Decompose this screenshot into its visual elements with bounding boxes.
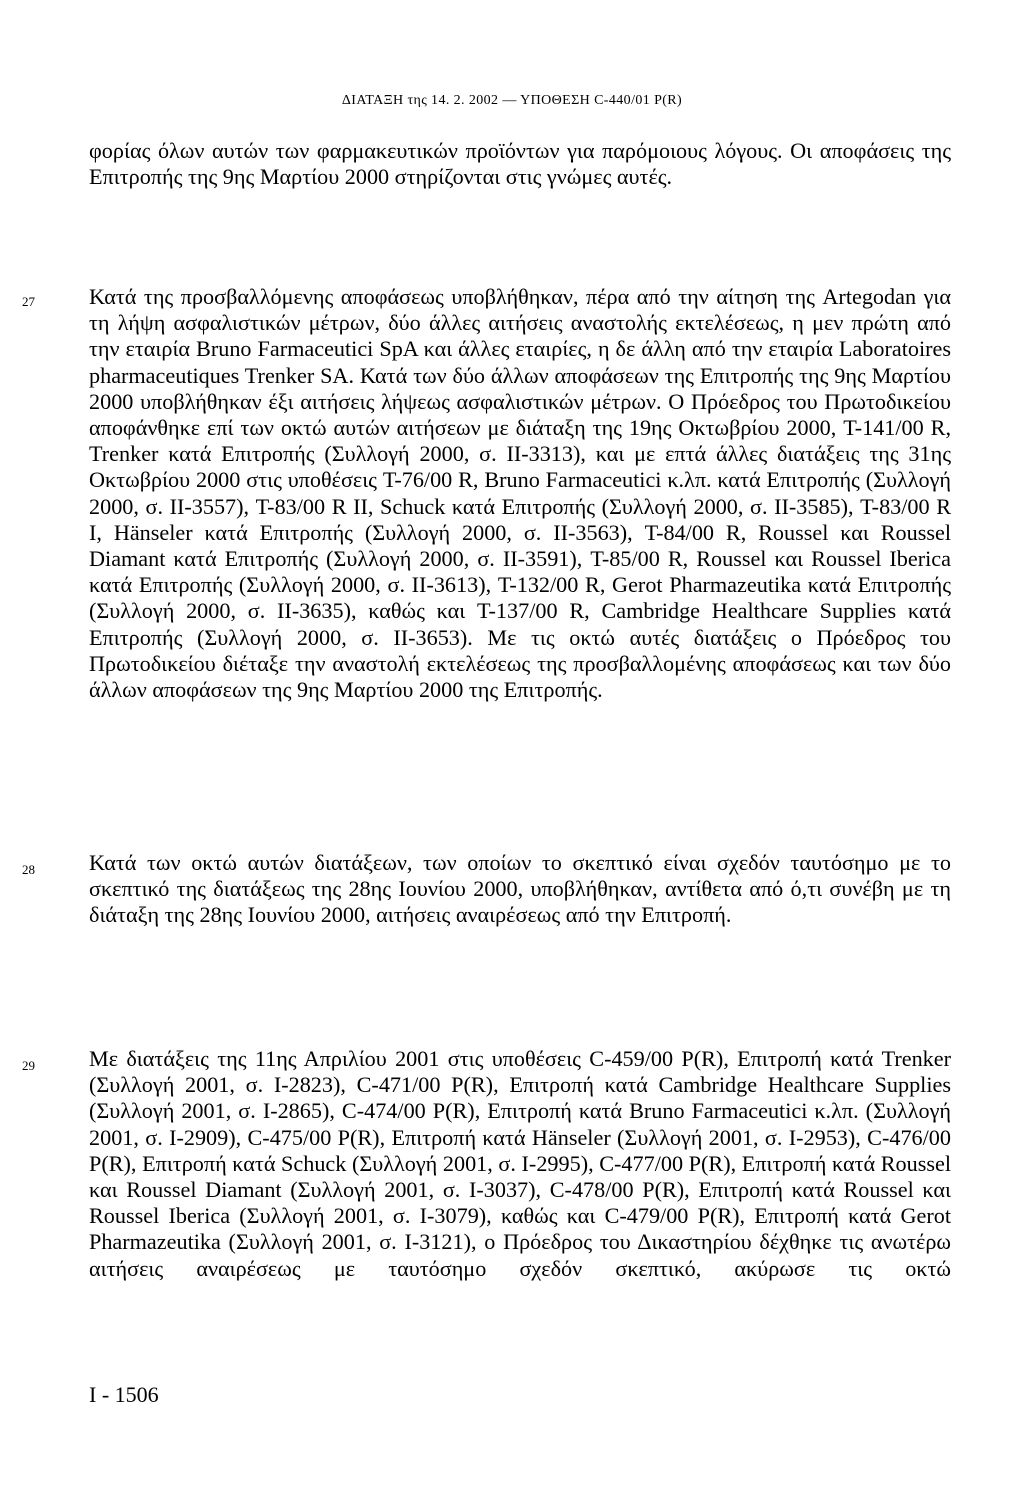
intro-paragraph: φορίας όλων αυτών των φαρμακευτικών προϊόντων για παρόμοιους λόγους. Οι αποφάσεις της Επιτροπής της 9ης Μαρτίου 2000 στηρίζονται στις γνώμες αυτές. — [89, 138, 951, 190]
paragraph-28: Κατά των οκτώ αυτών διατάξεων, των οποίων το σκεπτικό είναι σχεδόν ταυτόσημο με το σκεπτικό της διατάξεως της 28ης Ιουνίου 2000, υποβλήθηκαν, αντίθετα από ό,τι συνέβη με τη διάταξη της 28ης Ιουνίου 2000, αιτήσεις αναιρέσεως από την Επιτροπή. — [89, 850, 951, 928]
paragraph-27: Κατά της προσβαλλόμενης αποφάσεως υποβλήθηκαν, πέρα από την αίτηση της Artegodan για τη λήψη ασφαλιστικών μέτρων, δύο άλλες αιτήσεις αναστολής εκτελέσεως, η μεν πρώτη από την εταιρία Bruno Farmaceutici SpA και άλλες εταιρίες, η δε άλλη από την εταιρία Laboratoires pharmaceutiques Trenker SA. Κατά των δύο άλλων αποφάσεων της Επιτροπής της 9ης Μαρτίου 2000 υποβλήθηκαν έξι αιτήσεις λήψεως ασφαλιστικών μέτρων. Ο Πρόεδρος του Πρωτοδικείου αποφάνθηκε επί των οκτώ αυτών αιτήσεων με διάταξη της 19ης Οκτωβρίου 2000, T-141/00 R, Trenker κατά Επιτροπής (Συλλογή 2000, σ. II-3313), και με επτά άλλες διατάξεις της 31ης Οκτωβρίου 2000 στις υποθέσεις T-76/00 R, Bruno Farmaceutici κ.λπ. κατά Επιτροπής (Συλλογή 2000, σ. II-3557), T-83/00 R II, Schuck κατά Επιτροπής (Συλλογή 2000, σ. II-3585), T-83/00 R I, Hänseler κατά Επιτροπής (Συλλογή 2000, σ. II-3563), T-84/00 R, Roussel και Roussel Diamant κατά Επιτροπής (Συλλογή 2000, σ. II-3591), T-85/00 R, Roussel και Roussel Iberica κατά Επιτροπής (Συλλογή 2000, σ. II-3613), T-132/00 R, Gerot Pharmazeutika κατά Επιτροπής (Συλλογή 2000, σ. II-3635), καθώς και T-137/00 R, Cambridge Healthcare Supplies κατά Επιτροπής (Συλλογή 2000, σ. II-3653). Με τις οκτώ αυτές διατάξεις ο Πρόεδρος του Πρωτοδικείου διέταξε την αναστολή εκτελέσεως της προσβαλλομένης αποφάσεως και των δύο άλλων αποφάσεων της 9ης Μαρτίου 2000 της Επιτροπής. — [89, 284, 951, 703]
paragraph-number-28: 28 — [22, 862, 35, 877]
paragraph-29: Με διατάξεις της 11ης Απριλίου 2001 στις υποθέσεις C-459/00 P(R), Επιτροπή κατά Trenker (Συλλογή 2001, σ. I-2823), C-471/00 P(R), Επιτροπή κατά Cambridge Healthcare Supplies (Συλλογή 2001, σ. I-2865), C-474/00 P(R), Επιτροπή κατά Bruno Farmaceutici κ.λπ. (Συλλογή 2001, σ. I-2909), C-475/00 P(R), Επιτροπή κατά Hänseler (Συλλογή 2001, σ. I-2953), C-476/00 P(R), Επιτροπή κατά Schuck (Συλλογή 2001, σ. I-2995), C-477/00 P(R), Επιτροπή κατά Roussel και Roussel Diamant (Συλλογή 2001, σ. I-3037), C-478/00 P(R), Επιτροπή κατά Roussel και Roussel Iberica (Συλλογή 2001, σ. I-3079), καθώς και C-479/00 P(R), Επιτροπή κατά Gerot Pharmazeutika (Συλλογή 2001, σ. I-3121), ο Πρόεδρος του Δικαστηρίου δέχθηκε τις ανωτέρω αιτήσεις αναιρέσεως με ταυτόσημο σχεδόν σκεπτικό, ακύρωσε τις οκτώ — [89, 1046, 951, 1281]
paragraph-number-27: 27 — [22, 294, 35, 309]
paragraph-number-29: 29 — [22, 1058, 35, 1073]
page-number: I - 1506 — [89, 1382, 159, 1407]
running-header: ΔΙΑΤΑΞΗ της 14. 2. 2002 — ΥΠΟΘΕΣΗ C-440/01 P(R) — [341, 93, 683, 108]
